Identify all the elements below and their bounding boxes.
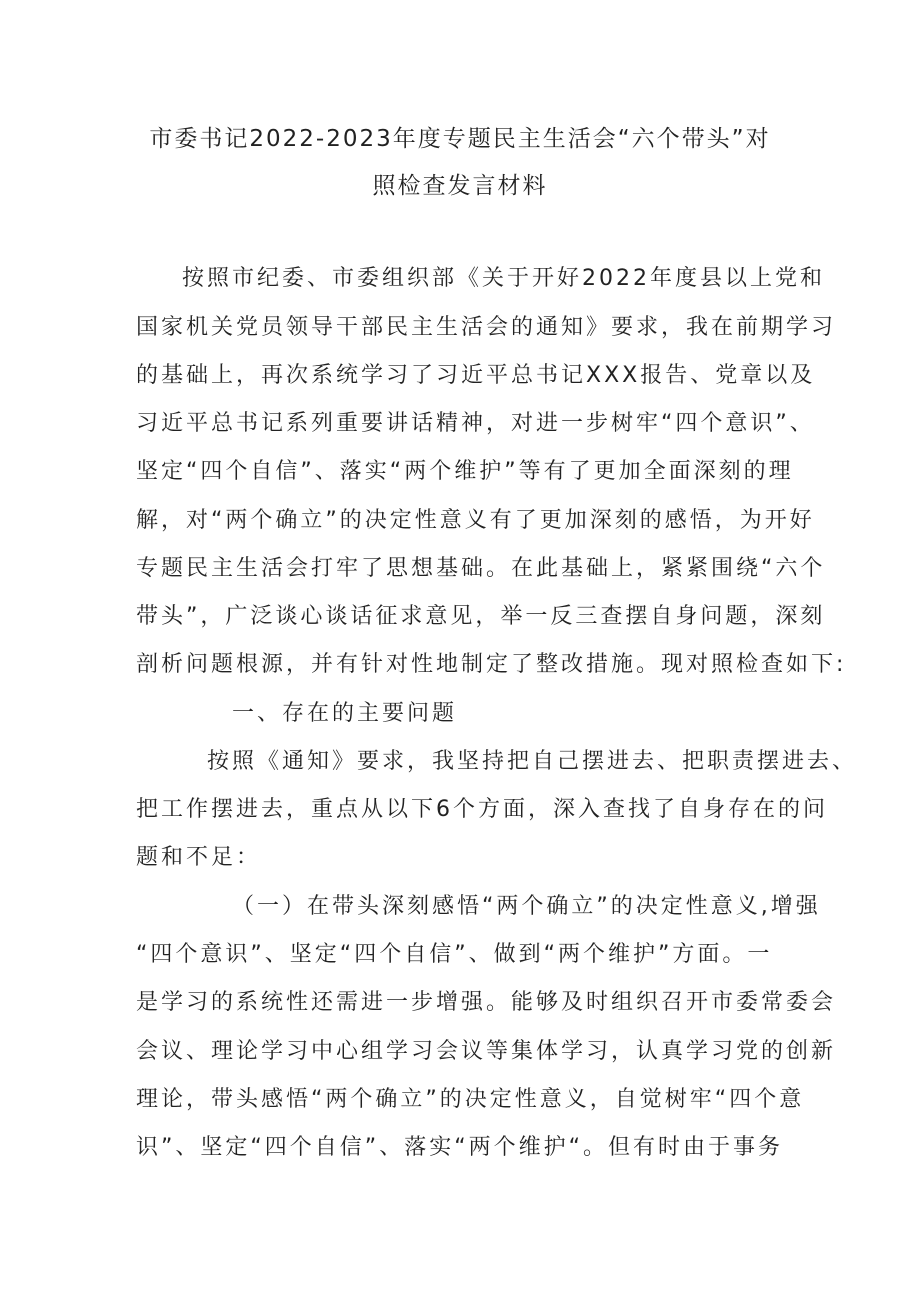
- body-line-13: “四个意识”、坚定“四个自信”、做到“两个维护”方面。一: [136, 942, 773, 967]
- body-line-15: 会议、理论学习中心组学习会议等集体学习，认真学习党的创新: [136, 1039, 837, 1064]
- body-line-11: 把工作摆进去，重点从以下6个方面，深入查找了自身存在的问: [136, 797, 828, 822]
- body-line-9: 剖析问题根源，并有针对性地制定了整改措施。现对照检查如下:: [136, 652, 847, 677]
- document-title-line-1: 市委书记2022-2023年度专题民主生活会“六个带头”对: [149, 126, 771, 152]
- body-line-2: 国家机关党员领导干部民主生活会的通知》要求，我在前期学习: [136, 315, 837, 340]
- body-line-5: 坚定“四个自信”、落实“两个维护”等有了更加全面深刻的理: [136, 459, 794, 484]
- subsection-heading-1: （一）在带头深刻感悟“两个确立”的决定性意义,增强: [232, 894, 821, 919]
- body-line-6: 解，对“两个确立”的决定性意义有了更加深刻的感悟，为开好: [136, 508, 815, 533]
- body-line-12: 题和不足：: [136, 845, 262, 870]
- body-line-7: 专题民主生活会打牢了思想基础。在此基础上，紧紧围绕“六个: [136, 556, 826, 581]
- body-line-4: 习近平总书记系列重要讲话精神，对进一步树牢“四个意识”、: [136, 411, 815, 436]
- body-line-3: 的基础上，再次系统学习了习近平总书记XXX报告、党章以及: [136, 363, 816, 388]
- body-line-8: 带头”，广泛谈心谈话征求意见，举一反三查摆自身问题，深刻: [136, 604, 826, 629]
- body-line-14: 是学习的系统性还需进一步增强。能够及时组织召开市委常委会: [136, 990, 837, 1015]
- body-line-16: 理论，带头感悟“两个确立”的决定性意义，自觉树牢“四个意: [136, 1087, 805, 1112]
- body-line-1: 按照市纪委、市委组织部《关于开好2022年度县以上党和: [182, 266, 825, 291]
- section-heading-1: 一、存在的主要问题: [232, 701, 458, 726]
- body-line-10: 按照《通知》要求，我坚持把自己摆进去、把职责摆进去、: [207, 749, 858, 774]
- document-title-line-2: 照检查发言材料: [372, 173, 548, 199]
- body-line-17: 识”、坚定“四个自信”、落实“两个维护“。但有时由于事务: [136, 1135, 783, 1160]
